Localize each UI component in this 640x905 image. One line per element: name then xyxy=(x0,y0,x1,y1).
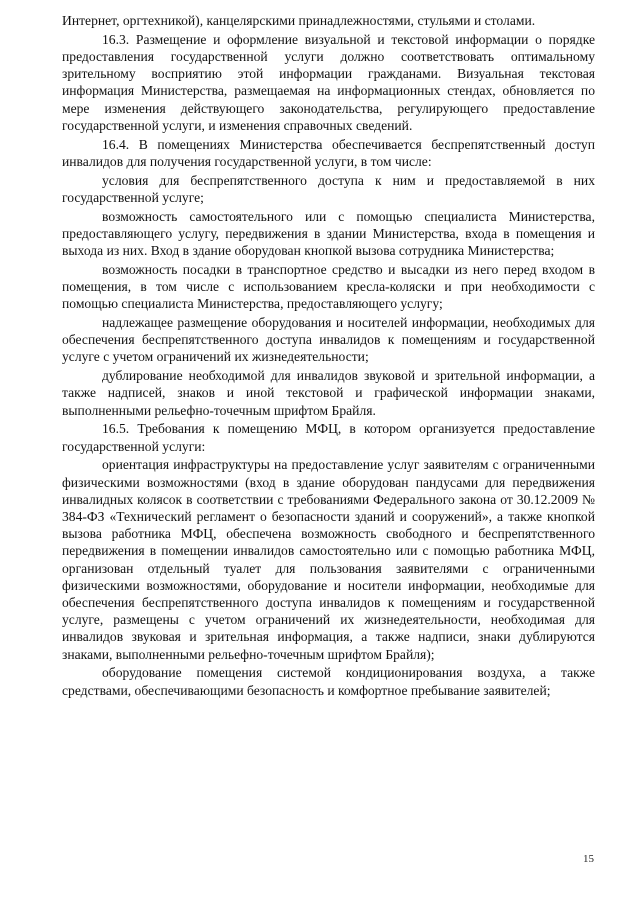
list-item-infrastructure: ориентация инфраструктуры на предоставление услуг заявителям с ограниченными физическими возможностями (вход в здание оборудован пандусами для передвижения инвалидных колясок в соответствии с требованиями Федерального закона от 30.12.2009 № 384-ФЗ «Технический регламент о безопасности зданий и сооружений», а также кнопкой вызова работника МФЦ, обеспечена возможность свободного и беспрепятственного передвижения в помещении инвалидов самостоятельно или с помощью работника МФЦ, организован отдельный туалет для пользования заявителями с ограниченными физическими возможностями, оборудование и носители информации, необходимые для обеспечения беспрепятственного доступа инвалидов к помещениям и государственной услуге, размещены с учетом ограничений их жизнедеятельности, необходимая для инвалидов звуковая и зрительная информация, а также надписи, знаки дублируются знаками, выполненными рельефно-точечным шрифтом Брайля); xyxy=(62,457,595,662)
list-item-equipment-placement: надлежащее размещение оборудования и носителей информации, необходимых для обеспечения беспрепятственного доступа инвалидов к помещениям и государственной услуге с учетом ограничений их жизнедеятельности; xyxy=(62,315,595,365)
list-item-braille-duplication: дублирование необходимой для инвалидов звуковой и зрительной информации, а также надписей, знаков и иной текстовой и графической информации знаками, выполненными рельефно-точечным шрифтом Брайля. xyxy=(62,368,595,418)
list-item-movement: возможность самостоятельного или с помощью специалиста Министерства, предоставляющего услугу, передвижения в здании Министерства, входа в помещения и выхода из них. Вход в здание оборудован кнопкой вызова сотрудника Министерства; xyxy=(62,208,595,259)
paragraph-continuation: Интернет, оргтехникой), канцелярскими принадлежностями, стульями и столами. xyxy=(62,13,536,28)
list-item-access-conditions: условия для беспрепятственного доступа к ним и предоставляемой в них государственной услуге; xyxy=(62,172,595,205)
page-body xyxy=(62,12,595,700)
paragraph-16-3: 16.3. Размещение и оформление визуальной и текстовой информации о порядке предоставления государственной услуги должно соответствовать оптимальному зрительному восприятию этой информации гражданами. Визуальная текстовая информация Министерства, размещаемая на информационных стендах, обновляется по мере изменения действующего законодательства, регулирующего предоставление государственной услуги, и изменения справочных сведений. xyxy=(62,31,595,133)
paragraph-16-4: 16.4. В помещениях Министерства обеспечивается беспрепятственный доступ инвалидов для получения государственной услуги, в том числе: xyxy=(62,136,595,169)
page-number: 15 xyxy=(583,853,594,865)
list-item-air-conditioning: оборудование помещения системой кондиционирования воздуха, а также средствами, обеспечивающими безопасность и комфортное пребывание заявителей; xyxy=(62,665,595,698)
list-item-transport: возможность посадки в транспортное средство и высадки из него перед входом в помещения, в том числе с использованием кресла-коляски и при необходимости с помощью специалиста Министерства, предоставляющего услугу; xyxy=(62,261,595,312)
paragraph-16-5: 16.5. Требования к помещению МФЦ, в котором организуется предоставление государственной услуги: xyxy=(62,421,595,454)
